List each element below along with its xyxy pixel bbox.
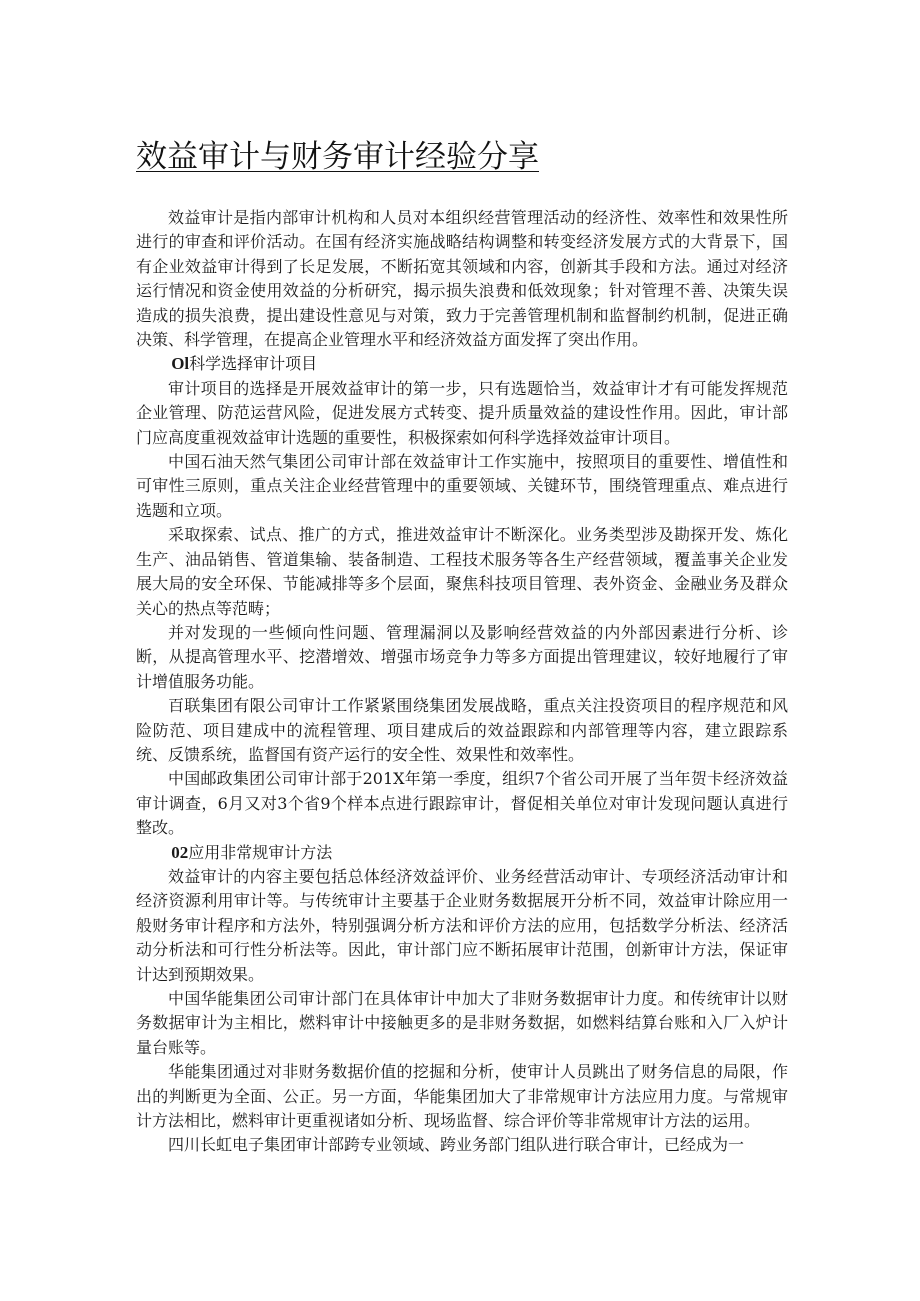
section-heading-text: 科学选择审计项目 — [189, 354, 318, 374]
section-heading-text: 应用非常规审计方法 — [188, 842, 333, 862]
section-number: 02 — [171, 842, 189, 862]
paragraph: 四川长虹电子集团审计部跨专业领域、跨业务部门组队进行联合审计，已经成为一 — [168, 1135, 745, 1155]
paragraph: 中国邮政集团公司审计部于201X年第一季度，组织7个省公司开展了当年贺卡经济效益审计调查，6月又对3个省9个样本点进行跟踪审计，督促相关单位对审计发现问题认真进行整改。 — [136, 769, 788, 838]
document-page — [136, 134, 788, 1158]
paragraph: 效益审计的内容主要包括总体经济效益评价、业务经营活动审计、专项经济活动审计和经济资源利用审计等。与传统审计主要基于企业财务数据展开分析不同，效益审计除应用一般财务审计程序和方法外，特别强调分析方法和评价方法的应用，包括数学分析法、经济活动分析法和可行性分析法等。因此，审计部门应不断拓展审计范围，创新审计方法，保证审计达到预期效果。 — [136, 866, 788, 984]
section-heading-02 — [136, 841, 788, 865]
section-number: Ol — [171, 354, 190, 374]
paragraph: 百联集团有限公司审计工作紧紧围绕集团发展战略，重点关注投资项目的程序规范和风险防范、项目建成中的流程管理、项目建成后的效益跟踪和内部管理等内容，建立跟踪系统、反馈系统，监督国有资产运行的安全性、效果性和效率性。 — [136, 696, 788, 764]
paragraph: 华能集团通过对非财务数据价值的挖掘和分析，使审计人员跳出了财务信息的局限，作出的判断更为全面、公正。另一方面，华能集团加大了非常规审计方法应用力度。与常规审计方法相比，燃料审计更重视诸如分析、现场监督、综合评价等非常规审计方法的运用。 — [136, 1062, 788, 1131]
document-title: 效益审计与财务审计经验分享 — [136, 139, 539, 175]
paragraph: 中国华能集团公司审计部门在具体审计中加大了非财务数据审计力度。和传统审计以财务数据审计为主相比，燃料审计中接触更多的是非财务数据，如燃料结算台账和入厂入炉计量台账等。 — [136, 989, 788, 1057]
paragraph: 并对发现的一些倾向性问题、管理漏洞以及影响经营效益的内外部因素进行分析、诊断，从提高管理水平、挖潜增效、增强市场竞争力等多方面提出管理建议，较好地履行了审计增值服务功能。 — [136, 622, 788, 691]
section-heading-01 — [136, 352, 788, 376]
paragraph: 中国石油天然气集团公司审计部在效益审计工作实施中，按照项目的重要性、增值性和可审性三原则，重点关注企业经营管理中的重要领域、关键环节，围绕管理重点、难点进行选题和立项。 — [136, 452, 788, 520]
paragraph: 审计项目的选择是开展效益审计的第一步，只有选题恰当，效益审计才有可能发挥规范企业管理、防范运营风险，促进发展方式转变、提升质量效益的建设性作用。因此，审计部门应高度重视效益审计选题的重要性，积极探索如何科学选择效益审计项目。 — [136, 378, 788, 447]
paragraph-intro: 效益审计是指内部审计机构和人员对本组织经营管理活动的经济性、效率性和效果性所进行的审查和评价活动。在国有经济实施战略结构调整和转变经济发展方式的大背景下，国有企业效益审计得到了长足发展，不断拓宽其领域和内容，创新其手段和方法。通过对经济运行情况和资金使用效益的分析研究，揭示损失浪费和低效现象；针对管理不善、决策失误造成的损失浪费，提出建设性意见与对策，致力于完善管理机制和监督制约机制，促进正确决策、科学管理，在提高企业管理水平和经济效益方面发挥了突出作用。 — [136, 208, 788, 350]
paragraph: 采取探索、试点、推广的方式，推进效益审计不断深化。业务类型涉及勘探开发、炼化生产、油品销售、管道集输、装备制造、工程技术服务等各生产经营领域，覆盖事关企业发展大局的安全环保、节能减排等多个层面，聚焦科技项目管理、表外资金、金融业务及群众关心的热点等范畴； — [136, 525, 788, 618]
